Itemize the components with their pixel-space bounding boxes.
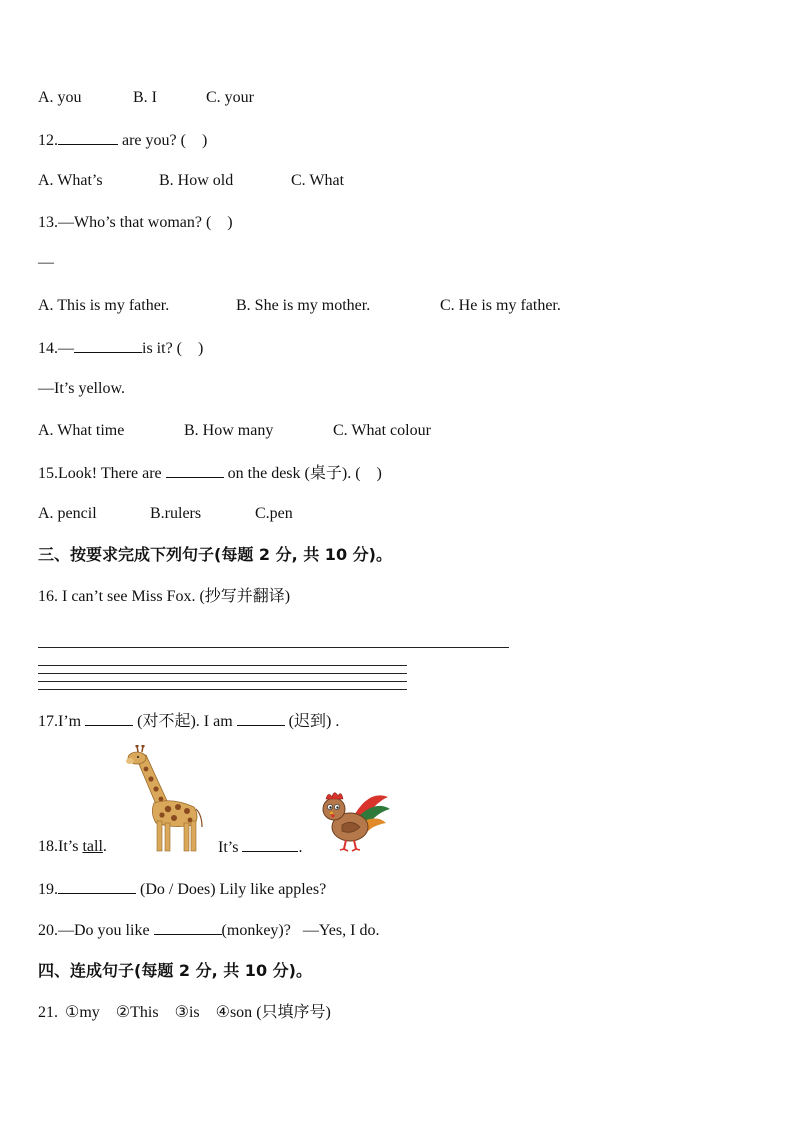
q21-word-4: ④son [215, 1004, 253, 1021]
giraffe-illustration [124, 745, 206, 853]
question-20 [38, 920, 379, 941]
q15-option-a[interactable]: A. pencil [38, 505, 97, 522]
q19-text: (Do / Does) Lily like apples? [140, 881, 327, 898]
q11-option-a[interactable]: A. you [38, 89, 82, 106]
question-18 [38, 837, 107, 857]
q18-period: . [102, 838, 107, 855]
question-13: 13.—Who’s that woman? ( ) [38, 214, 233, 231]
q12-option-a[interactable]: A. What’s [38, 172, 103, 189]
q14-option-a[interactable]: A. What time [38, 422, 125, 439]
q12-blank[interactable] [58, 130, 118, 145]
question-19 [38, 879, 326, 900]
section-3-heading: 三、按要求完成下列句子(每题 2 分, 共 10 分)。 [38, 545, 392, 564]
question-14 [38, 338, 203, 359]
q21-word-3: ③is [174, 1004, 200, 1021]
q18-underlined-word: tall [82, 838, 103, 855]
q16-writing-line-4[interactable] [38, 689, 407, 690]
q16-answer-line[interactable] [38, 647, 509, 648]
q20-blank[interactable] [154, 920, 222, 935]
q14-number: 14.— [38, 340, 74, 357]
q21-note: (只填序号) [256, 1004, 331, 1021]
q11-option-b[interactable]: B. I [133, 89, 157, 106]
q14-option-b[interactable]: B. How many [184, 422, 274, 439]
q14-text: is it? ( ) [142, 340, 204, 357]
q20-text-start: 20.—Do you like [38, 922, 150, 939]
q15-option-c[interactable]: C.pen [255, 505, 293, 522]
q21-word-1: ①my [65, 1004, 100, 1021]
q17-text-start: 17.I’m [38, 713, 82, 730]
q17-blank-2[interactable] [237, 711, 285, 726]
q13-option-c[interactable]: C. He is my father. [440, 297, 561, 314]
q13-option-b[interactable]: B. She is my mother. [236, 297, 371, 314]
q21-number: 21. [38, 1004, 58, 1021]
question-17 [38, 711, 339, 732]
q17-text-end: (迟到) . [288, 713, 340, 730]
question-15 [38, 463, 382, 484]
q18-its: It’s [218, 839, 239, 856]
q18-text-start: 18.It’s [38, 838, 79, 855]
q14-blank[interactable] [74, 338, 142, 353]
question-21 [38, 1003, 331, 1023]
rooster-illustration [312, 785, 392, 853]
q12-option-c[interactable]: C. What [291, 172, 345, 189]
q16-writing-line-2[interactable] [38, 673, 407, 674]
q21-word-2: ②This [115, 1004, 159, 1021]
q20-text-end: (monkey)? —Yes, I do. [221, 922, 380, 939]
q13-option-a[interactable]: A. This is my father. [38, 297, 170, 314]
q14-reply: —It’s yellow. [38, 380, 125, 397]
q15-text-start: 15.Look! There are [38, 465, 162, 482]
q15-text-end: on the desk (桌子). ( ) [227, 465, 382, 482]
q17-blank-1[interactable] [85, 711, 133, 726]
q12-text: are you? ( ) [122, 132, 208, 149]
q19-number: 19. [38, 881, 58, 898]
q16-writing-line-1[interactable] [38, 665, 407, 666]
q18-answer [218, 837, 302, 858]
q14-option-c[interactable]: C. What colour [333, 422, 431, 439]
q11-option-c[interactable]: C. your [206, 89, 254, 106]
question-12 [38, 130, 207, 151]
q13-answer-dash: — [38, 254, 54, 271]
q18-blank[interactable] [242, 837, 298, 852]
q15-option-b[interactable]: B.rulers [150, 505, 202, 522]
q12-option-b[interactable]: B. How old [159, 172, 234, 189]
q12-number: 12. [38, 132, 58, 149]
section-4-heading: 四、连成句子(每题 2 分, 共 10 分)。 [38, 961, 312, 980]
q19-blank[interactable] [58, 879, 136, 894]
q15-blank[interactable] [166, 463, 224, 478]
q18-end-period: . [298, 839, 303, 856]
q17-text-middle: (对不起). I am [137, 713, 233, 730]
q16-writing-line-3[interactable] [38, 681, 407, 682]
question-16: 16. I can’t see Miss Fox. (抄写并翻译) [38, 588, 291, 605]
